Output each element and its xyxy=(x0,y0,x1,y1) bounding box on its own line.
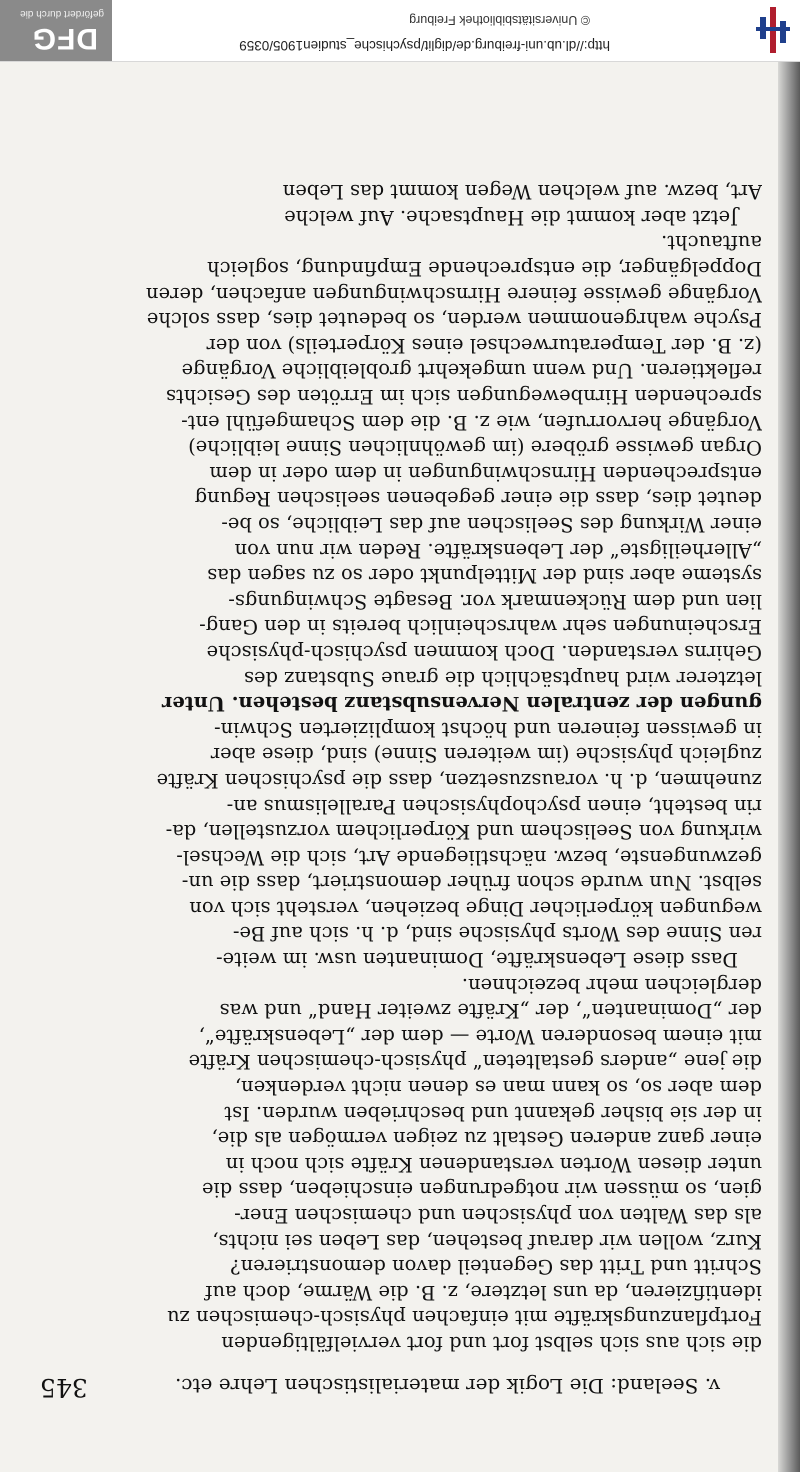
text-line: identifizieren, da uns letztere, z. B. die Wärme, doch auf xyxy=(205,1280,762,1304)
running-head-title: v. Seeland: Die Logik der materialistischen Lehre etc. xyxy=(174,1374,720,1398)
text-line: gungen der zentralen Nervensubstanz bestehen. Unter xyxy=(162,692,762,716)
text-line: gien, so müssen wir notgedrungen einschieben, dass die xyxy=(202,1178,762,1202)
copyright-text: © Universitätsbibliothek Freiburg xyxy=(409,13,590,27)
text-line: reflektieren. Und wenn umgekehrt grobleibliche Vorgänge xyxy=(181,359,762,383)
body-text xyxy=(38,179,762,1356)
text-line: auftaucht. xyxy=(661,231,762,255)
text-line: einer Wirkung des Seelischen auf das Leibliche, so be- xyxy=(221,513,762,536)
text-line: Art, bezw. auf welchen Wegen kommt das Leben xyxy=(282,180,762,204)
dfg-funder-logo xyxy=(0,0,112,61)
footer-bar xyxy=(0,0,800,62)
text-line: mit einem besonderen Worte — dem der „Lebenskräfte“, xyxy=(198,1024,762,1048)
text-line: entsprechenden Hirnschwingungen in dem oder in dem xyxy=(209,461,762,485)
text-line: Vorgänge gewisse feinere Hirnschwingungen anfachen, deren xyxy=(145,282,762,306)
text-line: deutet dies, dass die einer gegebenen seelischen Regung xyxy=(194,487,762,511)
text-line: Fortpflanzungskräfte mit einfachen physisch-chemischen zu xyxy=(167,1306,762,1330)
text-line: Jetzt aber kommt die Hauptsache. Auf welche xyxy=(284,205,738,229)
scan-area xyxy=(0,62,800,1472)
text-line: „Allerheiligste“ der Lebenskräfte. Reden wir nun von xyxy=(234,538,762,562)
text-line: (z. B. der Temperaturwechsel eines Körperteils) von der xyxy=(206,333,762,357)
text-line: der „Dominanten“, der „Kräfte zweiter Hand“ und was xyxy=(219,999,762,1023)
book-gutter-shadow xyxy=(778,62,800,1472)
text-line: unter diesen Worten verstandenen Kräfte sich noch in xyxy=(225,1152,762,1176)
text-line: rin besteht, einen psychophysischen Parallelismus an- xyxy=(226,794,762,818)
text-line: letzterer wird hauptsächlich die graue Substanz des xyxy=(243,666,762,690)
page-number: 345 xyxy=(40,1373,88,1402)
text-line: zunehmen, d. h. vorauszusetzen, dass die psychischen Kräfte xyxy=(156,768,762,792)
text-line: Vorgänge hervorrufen, wie z. B. die dem Schamgefühl ent- xyxy=(181,410,762,434)
running-head xyxy=(40,1368,760,1402)
text-line: Gehirns verstanden. Doch kommen psychisch-physische xyxy=(206,640,762,664)
source-url-link[interactable]: http://dl.ub.uni-freiburg.de/diglit/psychische_studien1905/0359 xyxy=(239,38,610,53)
text-line: Organ gewisse gröbere (im gewöhnlichen Sinne leibliche) xyxy=(188,436,762,460)
text-line: Dass diese Lebenskräfte, Dominanten usw. im weite- xyxy=(216,948,738,972)
university-library-logo-icon xyxy=(750,3,796,57)
text-line: dem aber so, so kann man es denen nicht verdenken, xyxy=(234,1076,762,1100)
text-line: selbst. Nun wurde schon früher demonstriert, dass die un- xyxy=(181,871,762,895)
dfg-logo-mark: DFG xyxy=(31,22,98,55)
text-line: wegungen körperlicher Dinge beziehen, versteht sich von xyxy=(189,896,762,920)
text-line: die sich aus sich selbst fort und fort vervielfältigenden xyxy=(221,1332,762,1355)
dfg-logo-caption: gefördert durch die xyxy=(20,8,104,19)
text-line: in gewissen feineren und höchst komplizierten Schwin- xyxy=(213,717,762,741)
text-line: Schritt und Tritt das Gegenteil davon demonstrieren? xyxy=(230,1255,762,1279)
text-line: als das Walten von physischen und chemischen Ener- xyxy=(234,1204,762,1228)
text-line: lien und dem Rückenmark vor. Besagte Schwingungs- xyxy=(228,589,762,613)
text-line: ren Sinne des Worts physische sind, d. h. sich auf Be- xyxy=(232,922,762,946)
text-line: Psyche wahrgenommen werden, so bedeutet dies, dass solche xyxy=(146,308,762,332)
text-line: gezwungenste, bezw. nächstliegende Art, sich die Wechsel- xyxy=(176,845,762,869)
text-line: systeme aber sind der Mittelpunkt oder so zu sagen das xyxy=(207,564,762,588)
text-line: Doppelgänger, die entsprechende Empfindung, sogleich xyxy=(207,257,762,281)
text-line: Erscheinungen sehr wahrscheinlich bereits in den Gang- xyxy=(199,615,762,639)
text-line: die jene „anders gestalteten“ physisch-chemischen Kräfte xyxy=(188,1050,762,1074)
text-line: dergleichen mehr bezeichnen. xyxy=(461,973,762,997)
text-line: zugleich physische (im weiteren Sinne) sind, diese aber xyxy=(210,743,762,767)
text-line: einer ganz anderen Gestalt zu zeigen vermögen als die, xyxy=(211,1127,762,1151)
text-line: wirkung von Seelischem und Körperlichem vorzustellen, da- xyxy=(165,820,762,844)
text-line: in der sie bisher gekannt und beschrieben wurden. Ist xyxy=(224,1101,762,1125)
text-line: Kurz, wollen wir darauf bestehen, das Leben sei nichts, xyxy=(212,1229,762,1253)
text-line: sprechenden Hirnbewegungen sich im Erröten des Gesichts xyxy=(166,385,762,409)
